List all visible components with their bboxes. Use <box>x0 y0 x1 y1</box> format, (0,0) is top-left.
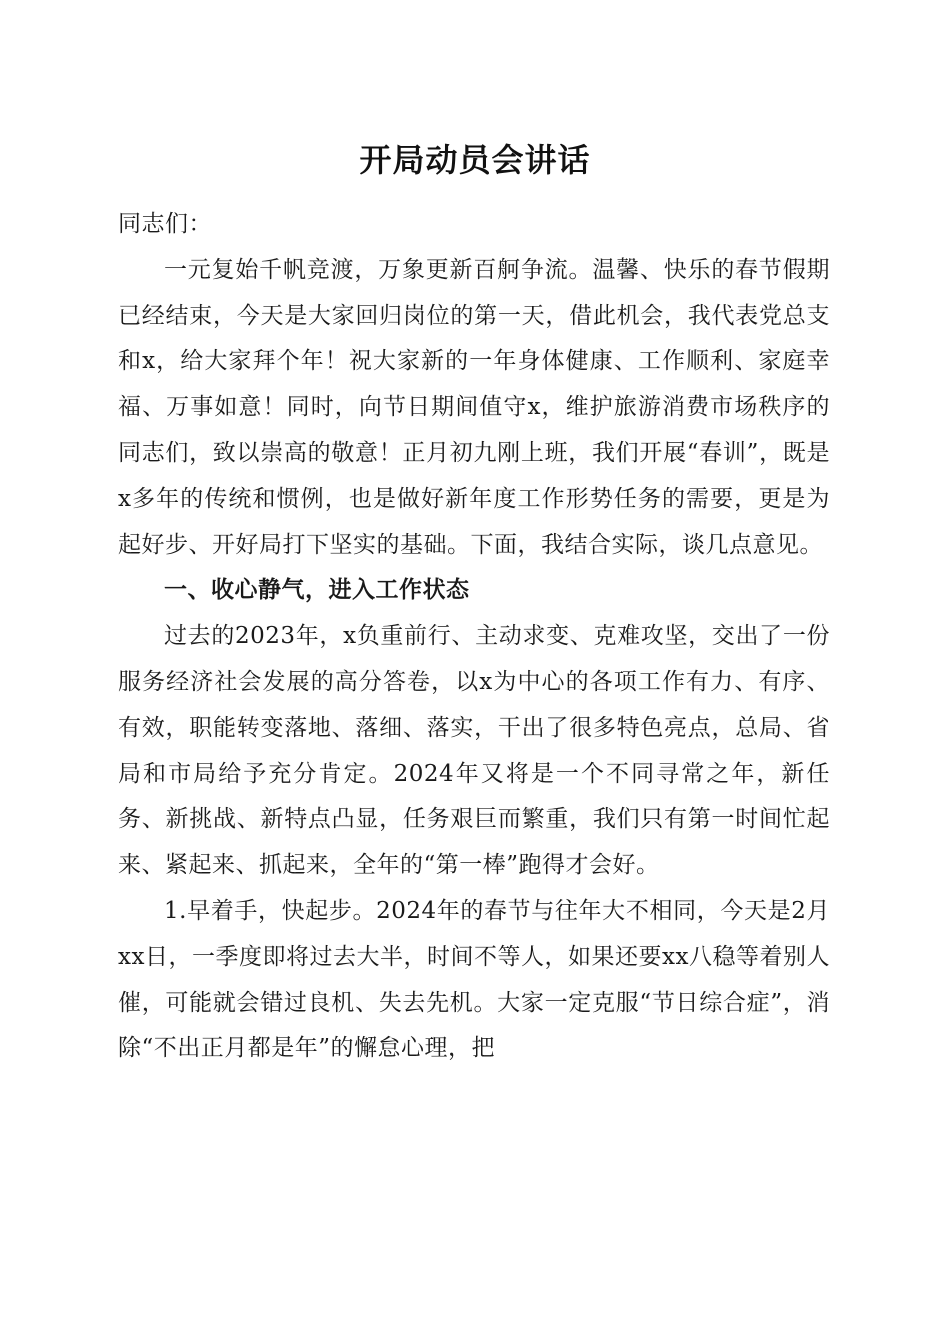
document-body <box>118 202 830 1072</box>
section-paragraph: 1.早着手，快起步。2024年的春节与往年大不相同，今天是2月xx日，一季度即将过去大半，时间不等人，如果还要xx八稳等着别人催，可能就会错过良机、失去先机。大家一定克服“节日综合症”，消除“不出正月都是年”的懈怠心理，把 <box>118 897 830 1062</box>
opening-paragraph: 一元复始千帆竞渡，万象更新百舸争流。温馨、快乐的春节假期已经结束，今天是大家回归岗位的第一天，借此机会，我代表党总支和x，给大家拜个年！祝大家新的一年身体健康、工作顺利、家庭幸福、万事如意！同时，向节日期间值守x，维护旅游消费市场秩序的同志们，致以崇高的敬意！正月初九刚上班，我们开展“春训”，既是x多年的传统和惯例，也是做好新年度工作形势任务的需要，更是为起好步、开好局打下坚实的基础。下面，我结合实际，谈几点意见。 <box>118 256 830 558</box>
section-paragraph: 过去的2023年，x负重前行、主动求变、克难攻坚，交出了一份服务经济社会发展的高分答卷，以x为中心的各项工作有力、有序、有效，职能转变落地、落细、落实，干出了很多特色亮点，总局、省局和市局给予充分肯定。2024年又将是一个不同寻常之年，新任务、新挑战、新特点凸显，任务艰巨而繁重，我们只有第一时间忙起来、紧起来、抓起来，全年的“第一棒”跑得才会好。 <box>118 623 830 879</box>
salutation: 同志们： <box>118 211 212 237</box>
document-title: 开局动员会讲话 <box>359 141 591 179</box>
section-heading: 一、收心静气，进入工作状态 <box>164 577 470 604</box>
